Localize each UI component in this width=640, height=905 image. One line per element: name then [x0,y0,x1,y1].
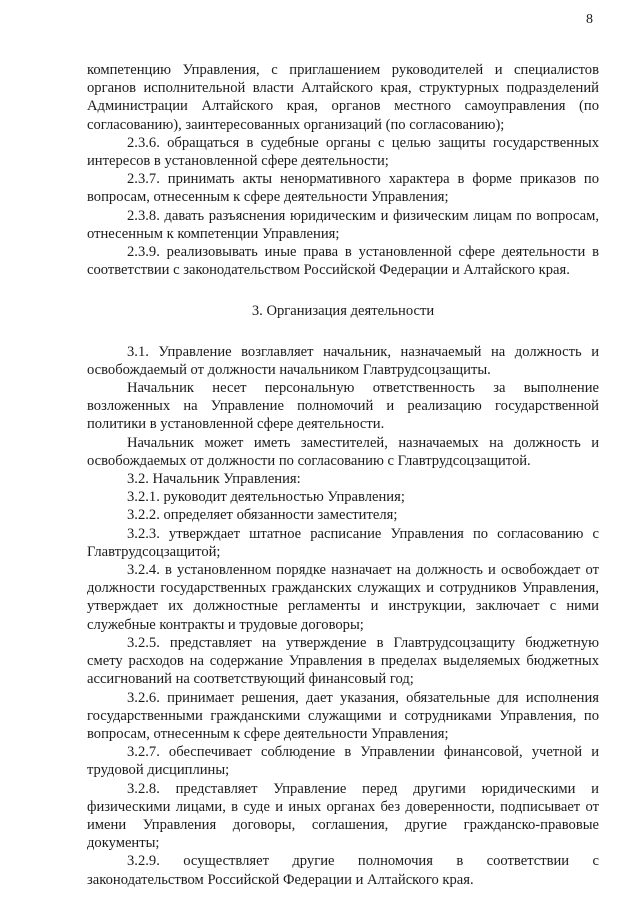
paragraph-3-2-1: 3.2.1. руководит деятельностью Управления; [127,489,405,506]
paragraph-3-2-8: 3.2.8. представляет Управление перед другими юридическими и физическими лицами, в суде и иных органах без доверенности, подписывает от имени Управления договоры, соглашения, другие гражданско-правовые документы; [87,780,599,852]
paragraph-3-2-5: 3.2.5. представляет на утверждение в Главтрудсоцзащиту бюджетную смету расходов на содержание Управления в пределах выделяемых бюджетных ассигнований на соответствующий финансовый год; [87,634,599,688]
paragraph-2-3-9: 2.3.9. реализовывать иные права в установленной сфере деятельности в соответствии с законодательством Российской Федерации и Алтайского края. [87,244,599,279]
document-body [87,61,599,889]
paragraph-2-3-8: 2.3.8. давать разъяснения юридическим и физическим лицам по вопросам, отнесенным к компетенции Управления; [87,207,599,242]
paragraph-3-2-9: 3.2.9. осуществляет другие полномочия в соответствии с законодательством Российской Федерации и Алтайского края. [87,853,599,888]
paragraph-3-2-3: 3.2.3. утверждает штатное расписание Управления по согласованию с Главтрудсоцзащитой; [87,525,599,560]
paragraph-3-1: 3.1. Управление возглавляет начальник, назначаемый на должность и освобождаемый от должности начальником Главтрудсоцзащиты. [87,343,599,378]
paragraph-3-2: 3.2. Начальник Управления: [127,471,301,488]
paragraph-2-3-6: 2.3.6. обращаться в судебные органы с целью защиты государственных интересов в установленной сфере деятельности; [87,134,599,170]
paragraph-deputies: Начальник может иметь заместителей, назначаемых на должность и освобождаемых от должности по согласованию с Главтрудсоцзащитой. [87,434,599,469]
paragraph-head-responsibility: Начальник несет персональную ответственность за выполнение возложенных на Управление полномочий и реализацию государственной политики в установленной сфере деятельности. [87,380,599,433]
paragraph-3-2-7: 3.2.7. обеспечивает соблюдение в Управлении финансовой, учетной и трудовой дисциплины; [87,744,599,779]
paragraph-continuation: компетенцию Управления, с приглашением руководителей и специалистов органов исполнительной власти Алтайского края, структурных подразделений Администрации Алтайского края, органов местного самоуправления (по согласованию), заинтересованных организаций (по согласованию); [87,62,599,133]
paragraph-3-2-4: 3.2.4. в установленном порядке назначает на должность и освобождает от должности государственных гражданских служащих и сотрудников Управления, утверждает их должностные регламенты и инструкции, заключает с ними служебные контракты и трудовые договоры; [87,562,599,633]
paragraph-3-2-2: 3.2.2. определяет обязанности заместителя; [127,507,398,524]
section-title: 3. Организация деятельности [251,303,435,320]
paragraph-3-2-6: 3.2.6. принимает решения, дает указания, обязательные для исполнения государственными гражданскими служащими и сотрудниками Управления, по вопросам, отнесенным к сфере деятельности Управления; [87,689,599,742]
page-number: 8 [586,12,593,27]
paragraph-2-3-7: 2.3.7. принимать акты ненормативного характера в форме приказов по вопросам, отнесенным к сфере деятельности Управления; [87,171,599,206]
